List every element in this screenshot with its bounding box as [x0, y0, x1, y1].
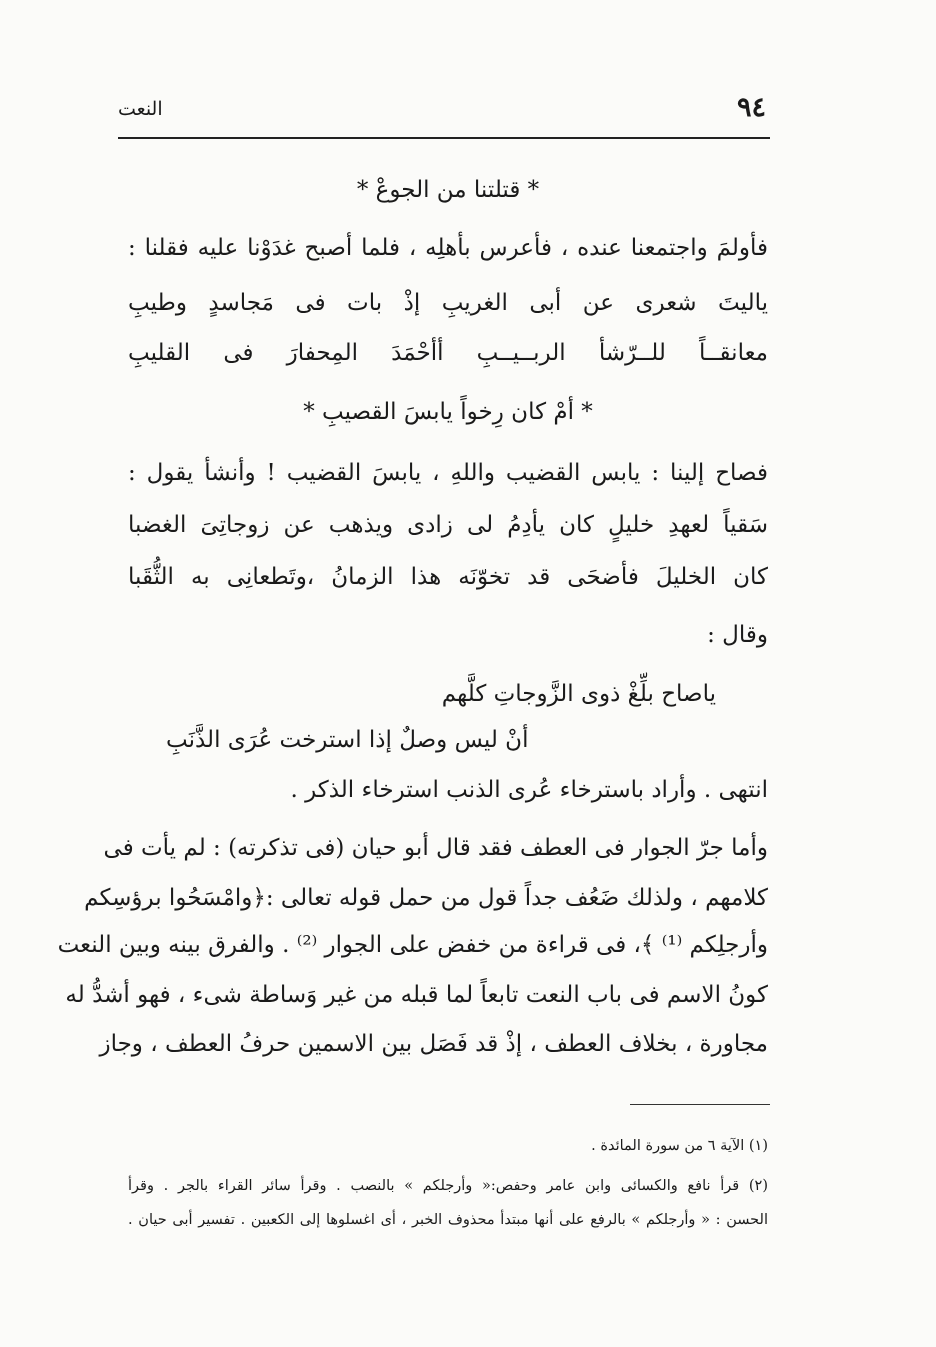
text-line: كلامهم ، ولذلك ضَعُف جداً قول من حمل قوله تعالى :﴿وامْسَحُوا برؤسِكم: [84, 885, 768, 911]
text-line: كونُ الاسم فى باب النعت تابعاً لما قبله من غير وَساطة شىء ، فهو أشدُّ له: [65, 982, 768, 1008]
page-header: [118, 92, 766, 132]
footnote: (١) الآية ٦ من سورة المائدة .: [591, 1138, 768, 1154]
text-line: فأولمَ واجتمعنا عنده ، فأعرس بأهلِه ، فلما أصبح غدَوْنا عليه فقلنا :: [128, 235, 768, 261]
footnote: (٢) قرأ نافع والكسائى وابن عامر وحفص:« وأرجلكم » بالنصب . وقرأ سائر القراء بالجر . وقرأ: [128, 1178, 768, 1194]
verse-line: سَقياً لعهدِ خليلٍ كان يأدِمُ لى زادى ويذهب عن زوجاتِىَ الغضبا: [128, 512, 768, 538]
text-line: مجاورة ، بخلاف العطف ، إذْ قد فَصَل بين الاسمين حرفُ العطف ، وجاز: [99, 1031, 768, 1057]
verse-line: أنْ ليس وصلٌ إذا استرخت عُرَى الذَّنَبِ: [166, 727, 529, 753]
verse-line: كان الخليلَ فأضحَى قد تخوّنَه هذا الزمانُ ،وتَطعانِى به الثُّقَبا: [128, 564, 768, 590]
text-line: وقال :: [707, 622, 768, 648]
text-line: فصاح إلينا : يابس القضيب واللهِ ، يابسَ القضيب ! وأنشأ يقول :: [128, 460, 768, 486]
page-number: ٩٤: [736, 92, 766, 123]
verse-line: ياصاح بلِّغْ ذوى الزَّوجاتِ كلَّهم: [441, 681, 716, 707]
text-line: وأرجلِكم ⁽¹⁾ ﴾، فى قراءة من خفض على الجوار ⁽²⁾ . والفرق بينه وبين النعت: [57, 932, 768, 958]
verse-line: معانقــاً للــرّشأ الربــيــبِ أأحْمَدَ المِحفارَ فى القليبِ: [128, 340, 768, 366]
text-line: وأما جرّ الجوار فى العطف فقد قال أبو حيان (فى تذكرته) : لم يأت فى: [103, 835, 768, 861]
text-line: انتهى . وأراد باسترخاء عُرى الذنب استرخاء الذكر .: [290, 777, 768, 803]
running-title: النعت: [118, 98, 163, 120]
footnote: الحسن : « وأرجلكم » بالرفع على أنها مبتدأ محذوف الخبر ، أى اغسلوها إلى الكعبين . تفسير أبى حيان .: [128, 1212, 768, 1228]
verse-line: ياليتَ شعرى عن أبى الغريبِ إذْ بات فى مَجاسدٍ وطيبِ: [128, 290, 768, 316]
footnote-rule: [630, 1104, 770, 1105]
header-rule: [118, 137, 770, 139]
verse-line: * قتلتنا من الجوعْ *: [356, 177, 540, 203]
verse-line: * أمْ كان رِخواً يابسَ القصيبِ *: [303, 399, 593, 425]
